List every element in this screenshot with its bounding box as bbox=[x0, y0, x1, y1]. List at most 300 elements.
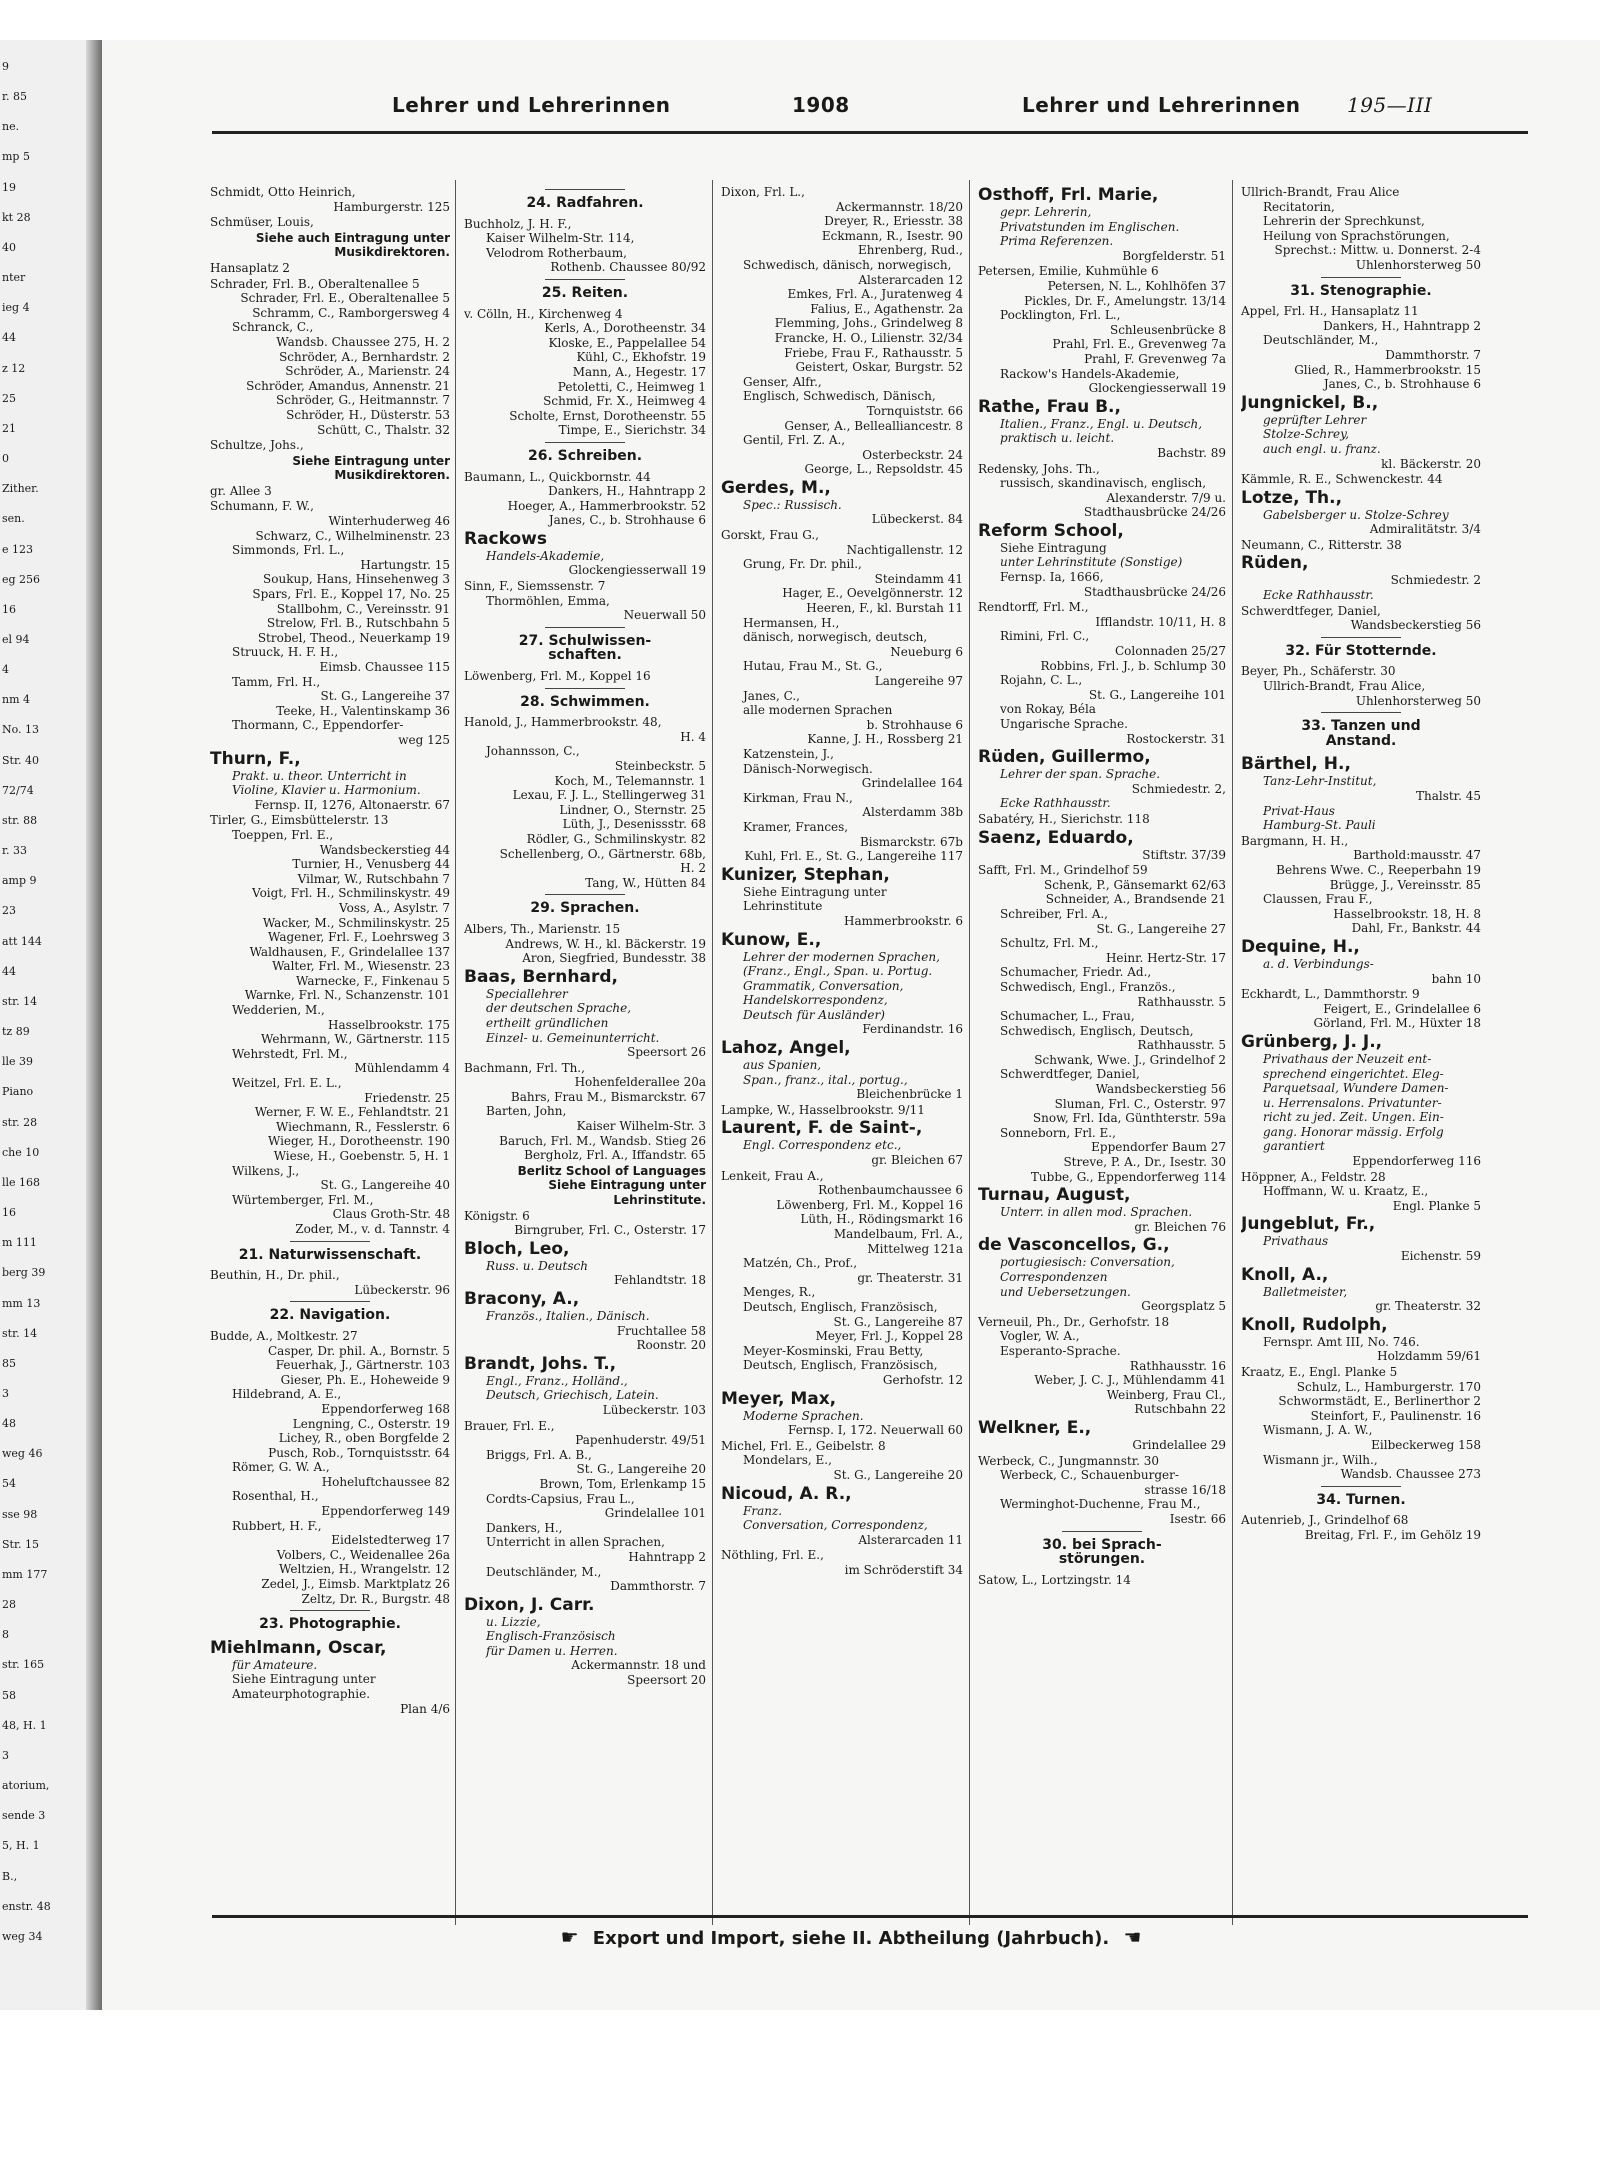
entry-name: Bachmann, Frl. Th., bbox=[464, 1060, 585, 1075]
gutter-fragment: sende 3 bbox=[2, 1809, 46, 1823]
entry-detail: St. G., Langereihe 87 bbox=[833, 1314, 963, 1329]
header-rule bbox=[212, 131, 1528, 134]
entry-detail: Dammthorstr. 7 bbox=[1385, 347, 1481, 362]
entry-detail: Grindelallee 101 bbox=[604, 1506, 706, 1521]
entry-detail: Hoeger, A., Hammerbrookstr. 52 bbox=[507, 498, 706, 513]
directory-entry bbox=[464, 217, 706, 275]
directory-entry bbox=[210, 1268, 450, 1297]
entry-detail: Lehrer der span. Sprache. bbox=[1000, 767, 1161, 782]
entry-detail: Tang, W., Hütten 84 bbox=[585, 875, 706, 890]
advertisement-entry bbox=[978, 521, 1226, 599]
entry-detail: Weinberg, Frau Cl., bbox=[1106, 1387, 1226, 1402]
gutter-fragment: sse 98 bbox=[2, 1507, 38, 1521]
entry-detail: Hasselbrookstr. 175 bbox=[328, 1017, 450, 1032]
entry-detail: Engl. Correspondenz etc., bbox=[743, 1138, 902, 1153]
entry-detail: Hasselbrookstr. 18, H. 8 bbox=[1333, 906, 1481, 921]
advertisement-entry bbox=[721, 1038, 963, 1102]
entry-detail: Schmiedestr. 2, bbox=[1131, 781, 1226, 796]
entry-detail: Koch, M., Telemannstr. 1 bbox=[554, 773, 706, 788]
entry-detail: Lehrinstitute. bbox=[613, 1193, 706, 1208]
entry-name: Siehe auch Eintragung unter bbox=[255, 230, 450, 245]
directory-entry bbox=[978, 1573, 1226, 1588]
entry-detail: Tanz-Lehr-Institut, bbox=[1263, 774, 1377, 789]
section-heading: 30. bei Sprach- bbox=[1042, 1536, 1162, 1553]
entry-detail: Conversation, Correspondenz, bbox=[743, 1518, 928, 1533]
entry-detail: Cordts-Capsius, Frau L., bbox=[486, 1491, 635, 1506]
entry-detail: Schleusenbrücke 8 bbox=[1109, 322, 1226, 337]
entry-detail: Zedel, J., Eimsb. Marktplatz 26 bbox=[261, 1577, 450, 1592]
entry-name: Safft, Frl. M., Grindelhof 59 bbox=[978, 863, 1148, 878]
entry-detail: Breitag, Frl. F., im Gehölz 19 bbox=[1304, 1527, 1481, 1542]
entry-detail: Unterricht in allen Sprachen, bbox=[486, 1535, 665, 1550]
gutter-fragment: 8 bbox=[2, 1628, 9, 1642]
entry-detail: Kaiser Wilhelm-Str. 114, bbox=[486, 231, 635, 246]
entry-detail: Brown, Tom, Erlenkamp 15 bbox=[539, 1476, 706, 1491]
advertisement-entry bbox=[978, 397, 1226, 461]
entry-name: Turnau, August, bbox=[978, 1185, 1131, 1206]
entry-detail: Falius, E., Agathenstr. 2a bbox=[810, 301, 963, 316]
directory-entry bbox=[210, 277, 450, 438]
entry-detail: Francke, H. O., Lilienstr. 32/34 bbox=[774, 330, 963, 345]
entry-detail: kl. Bäckerstr. 20 bbox=[1381, 456, 1481, 471]
entry-detail: Glied, R., Hammerbrookstr. 15 bbox=[1294, 362, 1481, 377]
entry-detail: gr. Bleichen 76 bbox=[1134, 1219, 1226, 1234]
entry-detail: Bismarckstr. 67b bbox=[859, 834, 963, 849]
entry-name: Petersen, Emilie, Kuhmühle 6 bbox=[978, 264, 1159, 279]
gutter-fragment: r. 85 bbox=[2, 90, 28, 104]
advertisement-entry bbox=[464, 529, 706, 578]
entry-detail: Dahl, Fr., Bankstr. 44 bbox=[1351, 921, 1481, 936]
entry-detail: Schmid, Fr. X., Heimweg 4 bbox=[543, 394, 706, 409]
entry-detail: Kloske, E., Pappelallee 54 bbox=[548, 335, 706, 350]
entry-name: Lampke, W., Hasselbrookstr. 9/11 bbox=[721, 1102, 925, 1117]
entry-detail: Deutsch, Englisch, Französisch, bbox=[743, 1299, 938, 1314]
entry-detail: Rothenb. Chaussee 80/92 bbox=[550, 260, 706, 275]
directory-entry bbox=[464, 669, 706, 684]
entry-detail: Petoletti, C., Heimweg 1 bbox=[557, 379, 706, 394]
gutter-fragment: 44 bbox=[2, 964, 16, 978]
entry-name: Baumann, L., Quickbornstr. 44 bbox=[464, 469, 651, 484]
entry-detail: Eimsb. Chaussee 115 bbox=[319, 660, 450, 674]
page-fold-shadow bbox=[86, 40, 102, 2010]
entry-detail: Fernsp. Ia, 1666, bbox=[1000, 570, 1104, 585]
separator bbox=[545, 442, 625, 443]
entry-detail: Tamm, Frl. H., bbox=[232, 674, 321, 689]
gutter-fragment: 16 bbox=[2, 1206, 16, 1220]
entry-detail: Teeke, H., Valentinskamp 36 bbox=[276, 703, 450, 718]
entry-detail: Hahntrapp 2 bbox=[628, 1549, 706, 1564]
entry-detail: Rubbert, H. F., bbox=[232, 1518, 322, 1533]
gutter-fragment: ieg 4 bbox=[2, 301, 30, 315]
entry-detail: Schramm, C., Ramborgersweg 4 bbox=[252, 305, 450, 320]
gutter-fragment: lle 39 bbox=[2, 1055, 34, 1069]
advertisement-entry bbox=[721, 1389, 963, 1438]
entry-name: Dequine, H., bbox=[1241, 936, 1360, 957]
entry-detail: Lehrer der modernen Sprachen, bbox=[743, 949, 940, 964]
entry-detail: Vogler, W. A., bbox=[1000, 1329, 1080, 1344]
directory-entry bbox=[210, 813, 450, 1236]
entry-detail: Tornquiststr. 66 bbox=[866, 403, 963, 418]
entry-detail: Schneider, A., Brandsende 21 bbox=[1045, 892, 1226, 907]
entry-detail: Löwenberg, Frl. M., Koppel 16 bbox=[776, 1197, 963, 1212]
entry-name: Rüden, bbox=[1241, 553, 1309, 574]
entry-detail: Thalstr. 45 bbox=[1415, 789, 1481, 803]
entry-name: Appel, Frl. H., Hansaplatz 11 bbox=[1241, 304, 1419, 319]
entry-detail: Rothenbaumchaussee 6 bbox=[818, 1183, 963, 1198]
entry-detail: Balletmeister, bbox=[1263, 1284, 1348, 1299]
entry-name: gr. Allee 3 bbox=[210, 483, 272, 498]
entry-detail: Privat-Haus bbox=[1263, 803, 1335, 818]
entry-detail: Schmiedestr. 2 bbox=[1390, 573, 1481, 588]
gutter-fragment: 40 bbox=[2, 240, 16, 254]
entry-detail: Voss, A., Asylstr. 7 bbox=[339, 900, 450, 915]
entry-detail: Unterr. in allen mod. Sprachen. bbox=[1000, 1205, 1193, 1220]
entry-detail: Walter, Frl. M., Wiesenstr. 23 bbox=[272, 959, 450, 974]
column-2 bbox=[464, 185, 706, 1870]
section-heading: 24. Radfahren. bbox=[526, 195, 644, 211]
entry-detail: Glockengiesserwall 19 bbox=[1088, 381, 1226, 396]
entry-detail: Sprechst.: Mittw. u. Donnerst. 2-4 bbox=[1274, 243, 1481, 258]
entry-detail: Lengning, C., Osterstr. 19 bbox=[292, 1416, 450, 1431]
entry-detail: Privathaus der Neuzeit ent- bbox=[1263, 1051, 1432, 1066]
column-3 bbox=[721, 185, 963, 1870]
entry-name: Rackows bbox=[464, 528, 547, 549]
entry-detail: Stadthausbrücke 24/26 bbox=[1083, 584, 1226, 599]
gutter-fragment: 3 bbox=[2, 1386, 9, 1400]
entry-name: Baas, Bernhard, bbox=[464, 966, 618, 987]
entry-detail: Neuerwall 50 bbox=[623, 608, 706, 623]
entry-detail: geprüfter Lehrer bbox=[1263, 412, 1367, 427]
separator bbox=[545, 627, 625, 628]
entry-detail: Weltzien, H., Wrangelstr. 12 bbox=[279, 1562, 450, 1577]
entry-detail: Struuck, H. F. H., bbox=[232, 645, 339, 660]
directory-entry bbox=[1241, 1365, 1481, 1482]
section-heading: 27. Schulwissen- bbox=[518, 632, 652, 649]
entry-detail: Schumacher, L., Frau, bbox=[1000, 1009, 1135, 1024]
entry-detail: Behrens Wwe. C., Reeperbahn 19 bbox=[1276, 862, 1481, 877]
entry-detail: Papenhuderstr. 49/51 bbox=[575, 1433, 706, 1448]
entry-detail: strasse 16/18 bbox=[1144, 1482, 1226, 1497]
entry-detail: Gieser, Ph. E., Hoheweide 9 bbox=[280, 1372, 450, 1387]
gutter-fragment: m 111 bbox=[2, 1236, 37, 1250]
gutter-fragment: mp 5 bbox=[2, 150, 30, 164]
entry-detail: Warnecke, F., Finkenau 5 bbox=[296, 973, 450, 988]
entry-detail: Steindamm 41 bbox=[874, 571, 963, 586]
entry-detail: Ecke Rathhausstr. bbox=[1000, 796, 1111, 811]
entry-detail: Claussen, Frau F., bbox=[1263, 892, 1373, 907]
entry-name: Rendtorff, Frl. M., bbox=[978, 600, 1089, 615]
entry-detail: Eidelstedterweg 17 bbox=[331, 1533, 450, 1548]
entry-detail: Lüth, H., Rödingsmarkt 16 bbox=[800, 1212, 963, 1227]
gutter-fragment: 48, H. 1 bbox=[2, 1718, 47, 1732]
entry-name: Jungeblut, Fr., bbox=[1241, 1214, 1376, 1235]
entry-detail: Ferdinandstr. 16 bbox=[862, 1022, 963, 1037]
entry-detail: auch engl. u. franz. bbox=[1263, 441, 1381, 456]
entry-detail: Pocklington, Frl. L., bbox=[1000, 308, 1121, 323]
header-left-title: Lehrer und Lehrerinnen bbox=[392, 93, 671, 117]
advertisement-entry bbox=[1241, 393, 1481, 471]
entry-name: Sinn, F., Siemssenstr. 7 bbox=[464, 579, 606, 594]
directory-entry bbox=[464, 1209, 706, 1238]
entry-detail: Schenk, P., Gänsemarkt 62/63 bbox=[1044, 877, 1226, 892]
directory-entry bbox=[464, 1061, 706, 1163]
entry-detail: Wandsb. Chaussee 273 bbox=[1340, 1467, 1481, 1482]
entry-name: Schwerdtfeger, Daniel, bbox=[1241, 603, 1381, 618]
entry-detail: Genser, Alfr., bbox=[743, 374, 822, 389]
entry-detail: Eppendorferweg 149 bbox=[321, 1504, 450, 1519]
entry-detail: Rathhausstr. 5 bbox=[1137, 1038, 1226, 1053]
section-heading: 22. Navigation. bbox=[269, 1307, 391, 1324]
entry-name: Schultze, Johs., bbox=[210, 438, 304, 453]
entry-name: Schmüser, Louis, bbox=[210, 215, 314, 230]
gutter-fragment: str. 14 bbox=[2, 1326, 38, 1340]
entry-detail: Schwormstädt, E., Berlinerthor 2 bbox=[1278, 1394, 1481, 1409]
directory-entry bbox=[464, 307, 706, 438]
entry-detail: Prahl, Frl. E., Grevenweg 7a bbox=[1052, 337, 1226, 352]
gutter-fragment: 0 bbox=[2, 452, 9, 466]
entry-name: Kunow, E., bbox=[721, 929, 822, 950]
entry-detail: Wacker, M., Schmilinskystr. 25 bbox=[262, 915, 450, 930]
entry-detail: Französ., Italien., Dänisch. bbox=[486, 1309, 650, 1323]
entry-detail: Russ. u. Deutsch bbox=[486, 1258, 588, 1273]
entry-detail: Lübeckerst. 84 bbox=[871, 512, 963, 527]
entry-detail: Gabelsberger u. Stolze-Schrey bbox=[1263, 507, 1449, 522]
column-rule bbox=[455, 180, 456, 1925]
entry-detail: Casper, Dr. phil. A., Bornstr. 5 bbox=[268, 1343, 450, 1358]
separator bbox=[1321, 277, 1401, 278]
entry-detail: Wiechmann, R., Fesslerstr. 6 bbox=[275, 1119, 450, 1134]
entry-detail: Rathhausstr. 16 bbox=[1129, 1358, 1226, 1373]
gutter-fragment: amp 9 bbox=[2, 874, 37, 888]
entry-detail: Recitatorin, bbox=[1263, 199, 1335, 214]
gutter-fragment: 19 bbox=[2, 180, 16, 194]
entry-detail: Rosenthal, H., bbox=[232, 1489, 319, 1504]
advertisement-entry bbox=[1241, 1214, 1481, 1263]
entry-detail: richt zu jed. Zeit. Ungen. Ein- bbox=[1263, 1110, 1444, 1125]
entry-detail: Mandelbaum, Frl. A., bbox=[833, 1227, 963, 1241]
gutter-fragment: Zither. bbox=[2, 482, 39, 496]
directory-entry bbox=[978, 1315, 1226, 1417]
column-rule bbox=[969, 180, 970, 1925]
entry-detail: Kramer, Frances, bbox=[743, 819, 849, 834]
gutter-fragment: 21 bbox=[2, 421, 16, 435]
gutter-fragment: 54 bbox=[2, 1477, 16, 1491]
directory-entry bbox=[1241, 304, 1481, 392]
entry-detail: ertheilt gründlichen bbox=[486, 1015, 609, 1030]
entry-detail: Sonneborn, Frl. E., bbox=[1000, 1125, 1116, 1140]
entry-name: Tirler, G., Eimsbüttelerstr. 13 bbox=[210, 813, 389, 828]
entry-detail: Hartungstr. 15 bbox=[360, 557, 450, 572]
entry-detail: Snow, Frl. Ida, Günthterstr. 59a bbox=[1032, 1111, 1226, 1126]
entry-detail: Bahrs, Frau M., Bismarckstr. 67 bbox=[510, 1089, 706, 1104]
entry-detail: Thormann, C., Eppendorfer- bbox=[232, 718, 404, 733]
entry-detail: Kühl, C., Ekhofstr. 19 bbox=[576, 350, 706, 365]
directory-entry bbox=[1241, 834, 1481, 936]
gutter-fragment: att 144 bbox=[2, 934, 42, 948]
entry-name: Sabatéry, H., Sierichstr. 118 bbox=[978, 811, 1150, 826]
entry-detail: sprechend eingerichtet. Eleg- bbox=[1263, 1066, 1444, 1081]
entry-detail: der deutschen Sprache, bbox=[486, 1001, 632, 1016]
entry-detail: Pusch, Rob., Tornquistsstr. 64 bbox=[268, 1445, 450, 1460]
gutter-fragment: Str. 15 bbox=[2, 1537, 39, 1551]
entry-name: Neumann, C., Ritterstr. 38 bbox=[1241, 537, 1402, 552]
entry-detail: St. G., Langereihe 37 bbox=[320, 689, 450, 704]
entry-detail: Soukup, Hans, Hinsehenweg 3 bbox=[263, 572, 450, 587]
entry-detail: Speersort 20 bbox=[627, 1673, 706, 1688]
entry-detail: Vilmar, W., Rutschbahn 7 bbox=[297, 871, 450, 886]
entry-detail: Katzenstein, J., bbox=[743, 746, 834, 761]
entry-detail: Stolze-Schrey, bbox=[1263, 427, 1350, 442]
entry-detail: Hildebrand, A. E., bbox=[232, 1387, 342, 1402]
entry-name: Bärthel, H., bbox=[1241, 754, 1351, 775]
entry-detail: Weber, J. C. J., Mühlendamm 41 bbox=[1034, 1373, 1226, 1388]
gutter-fragment: Piano bbox=[2, 1085, 34, 1099]
entry-detail: Janes, C., b. Strohhause 6 bbox=[548, 513, 706, 528]
section-heading: 34. Turnen. bbox=[1316, 1491, 1406, 1508]
entry-detail: Plan 4/6 bbox=[400, 1701, 450, 1716]
entry-detail: russisch, skandinavisch, englisch, bbox=[1000, 476, 1207, 491]
entry-detail: Görland, Frl. M., Hüxter 18 bbox=[1313, 1016, 1481, 1031]
gutter-fragment: str. 14 bbox=[2, 994, 38, 1008]
section-heading: 26. Schreiben. bbox=[527, 447, 643, 464]
entry-name: Werbeck, C., Jungmannstr. 30 bbox=[978, 1453, 1160, 1468]
directory-entry bbox=[721, 1103, 963, 1118]
footer-rule bbox=[212, 1915, 1528, 1918]
directory-entry bbox=[210, 1329, 450, 1606]
directory-entry bbox=[464, 922, 706, 966]
gutter-fragment: 5, H. 1 bbox=[2, 1839, 40, 1853]
entry-detail: Grung, Fr. Dr. phil., bbox=[743, 557, 862, 572]
entry-detail: St. G., Langereihe 20 bbox=[576, 1462, 706, 1477]
entry-detail: Zeltz, Dr. R., Burgstr. 48 bbox=[301, 1591, 450, 1606]
directory-entry bbox=[978, 264, 1226, 395]
gutter-fragment: 58 bbox=[2, 1688, 16, 1702]
entry-detail: Wehrstedt, Frl. M., bbox=[232, 1046, 348, 1061]
entry-detail: Privatstunden im Englischen. bbox=[1000, 219, 1180, 234]
entry-name: Brandt, Johs. T., bbox=[464, 1353, 617, 1374]
column-rule bbox=[1232, 180, 1233, 1925]
directory-entry bbox=[464, 1419, 706, 1594]
entry-detail: Johannsson, C., bbox=[486, 744, 580, 759]
directory-entry bbox=[1241, 604, 1481, 633]
entry-detail: Eppendorferweg 116 bbox=[1352, 1154, 1481, 1169]
entry-detail: Correspondenzen bbox=[1000, 1270, 1108, 1284]
entry-detail: gr. Theaterstr. 31 bbox=[857, 1270, 963, 1285]
gutter-fragment: Str. 40 bbox=[2, 753, 39, 767]
directory-entry bbox=[210, 484, 450, 499]
directory-entry bbox=[464, 715, 706, 890]
entry-detail: Briggs, Frl. A. B., bbox=[486, 1447, 592, 1462]
entry-detail: u. Lizzie, bbox=[486, 1614, 541, 1629]
entry-detail: Holzdamm 59/61 bbox=[1377, 1349, 1481, 1364]
gutter-fragment: B., bbox=[2, 1869, 18, 1883]
directory-entry bbox=[1241, 1170, 1481, 1214]
entry-detail: Heinr. Hertz-Str. 17 bbox=[1105, 950, 1226, 965]
entry-detail: Engl., Franz., Holländ., bbox=[486, 1373, 628, 1388]
entry-detail: Dankers, H., Hahntrapp 2 bbox=[548, 484, 706, 499]
entry-detail: Schröder, A., Bernhardstr. 2 bbox=[279, 349, 450, 364]
advertisement-entry bbox=[1241, 488, 1481, 537]
entry-name: Jungnickel, B., bbox=[1241, 392, 1379, 413]
advertisement-entry bbox=[1241, 1315, 1481, 1364]
entry-detail: Volbers, C., Weidenallee 26a bbox=[276, 1547, 450, 1562]
advertisement-entry bbox=[721, 1118, 963, 1167]
directory-entry bbox=[210, 499, 450, 747]
entry-detail: Kerls, A., Dorotheenstr. 34 bbox=[544, 321, 706, 336]
directory-entry bbox=[464, 579, 706, 623]
entry-detail: Feigert, E., Grindelallee 6 bbox=[1323, 1001, 1481, 1016]
entry-detail: Schulz, L., Hamburgerstr. 170 bbox=[1296, 1379, 1481, 1394]
entry-detail: Ackermannstr. 18/20 bbox=[835, 199, 963, 214]
entry-detail: Kirkman, Frau N., bbox=[743, 790, 853, 805]
advertisement-entry bbox=[978, 1418, 1226, 1453]
entry-detail: Dankers, H., Hahntrapp 2 bbox=[1323, 318, 1481, 333]
entry-detail: Schwedisch, dänisch, norwegisch, bbox=[743, 257, 952, 272]
gutter-fragment: lle 168 bbox=[2, 1175, 41, 1189]
entry-detail: Birngruber, Frl. C., Osterstr. 17 bbox=[514, 1223, 706, 1238]
entry-detail: Italien., Franz., Engl. u. Deutsch, bbox=[1000, 416, 1203, 431]
entry-detail: Strobel, Theod., Neuerkamp 19 bbox=[257, 630, 450, 645]
gutter-fragment: ne. bbox=[2, 120, 20, 134]
directory-entry bbox=[1241, 664, 1481, 708]
directory-page bbox=[102, 40, 1600, 2010]
separator bbox=[290, 1301, 370, 1302]
entry-detail: (Franz., Engl., Span. u. Portug. bbox=[743, 964, 933, 979]
entry-detail: gepr. Lehrerin, bbox=[1000, 205, 1092, 219]
gutter-fragment: 25 bbox=[2, 391, 16, 405]
section-heading: störungen. bbox=[1058, 1551, 1146, 1568]
entry-detail: Isestr. 66 bbox=[1169, 1511, 1226, 1526]
entry-detail: Deutsch, Griechisch, Latein. bbox=[486, 1388, 659, 1403]
entry-detail: Schranck, C., bbox=[232, 320, 314, 335]
directory-entry bbox=[721, 185, 963, 477]
entry-detail: Werbeck, C., Schauenburger- bbox=[1000, 1468, 1179, 1483]
entry-detail: Turnier, H., Venusberg 44 bbox=[292, 857, 450, 872]
entry-detail: Wismann, J. A. W., bbox=[1263, 1423, 1373, 1438]
entry-detail: St. G., Langereihe 40 bbox=[320, 1178, 450, 1193]
entry-detail: Eppendorfer Baum 27 bbox=[1091, 1140, 1226, 1155]
directory-entry bbox=[1241, 185, 1481, 273]
gutter-fragment: weg 34 bbox=[2, 1929, 43, 1943]
entry-detail: u. Herrensalons. Privatunter- bbox=[1263, 1095, 1442, 1110]
directory-entry bbox=[1241, 472, 1481, 487]
column-4 bbox=[978, 185, 1226, 1870]
directory-entry bbox=[464, 1164, 706, 1208]
entry-name: Meyer, Max, bbox=[721, 1388, 837, 1409]
entry-detail: Lehrerin der Sprechkunst, bbox=[1263, 214, 1425, 229]
entry-detail: Steinfort, F., Paulinenstr. 16 bbox=[1310, 1408, 1481, 1423]
entry-detail: Siehe Eintragung unter bbox=[743, 884, 887, 899]
entry-detail: Moderne Sprachen. bbox=[743, 1408, 864, 1423]
entry-detail: Wedderien, M., bbox=[232, 1003, 325, 1018]
left-page-edge bbox=[0, 40, 102, 2010]
entry-detail: Mühlendamm 4 bbox=[354, 1061, 450, 1076]
advertisement-entry bbox=[464, 1289, 706, 1353]
entry-detail: Alsterarcaden 12 bbox=[858, 272, 963, 287]
entry-name: Saenz, Eduardo, bbox=[978, 827, 1134, 848]
entry-detail: gang. Honorar mässig. Erfolg bbox=[1263, 1124, 1444, 1139]
entry-detail: Wandsb. Chaussee 275, H. 2 bbox=[276, 334, 450, 349]
entry-detail: Langereihe 97 bbox=[874, 674, 963, 688]
entry-detail: Lübeckerstr. 96 bbox=[354, 1282, 450, 1297]
advertisement-entry bbox=[978, 747, 1226, 811]
entry-detail: Heilung von Sprachstörungen, bbox=[1263, 228, 1450, 243]
directory-entry bbox=[721, 1439, 963, 1483]
entry-name: Kämmle, R. E., Schwenckestr. 44 bbox=[1241, 472, 1443, 487]
entry-detail: Rödler, G., Schmilinskystr. 82 bbox=[526, 831, 706, 846]
advertisement-entry bbox=[1241, 754, 1481, 832]
entry-detail: Schröder, H., Düsterstr. 53 bbox=[286, 407, 450, 422]
